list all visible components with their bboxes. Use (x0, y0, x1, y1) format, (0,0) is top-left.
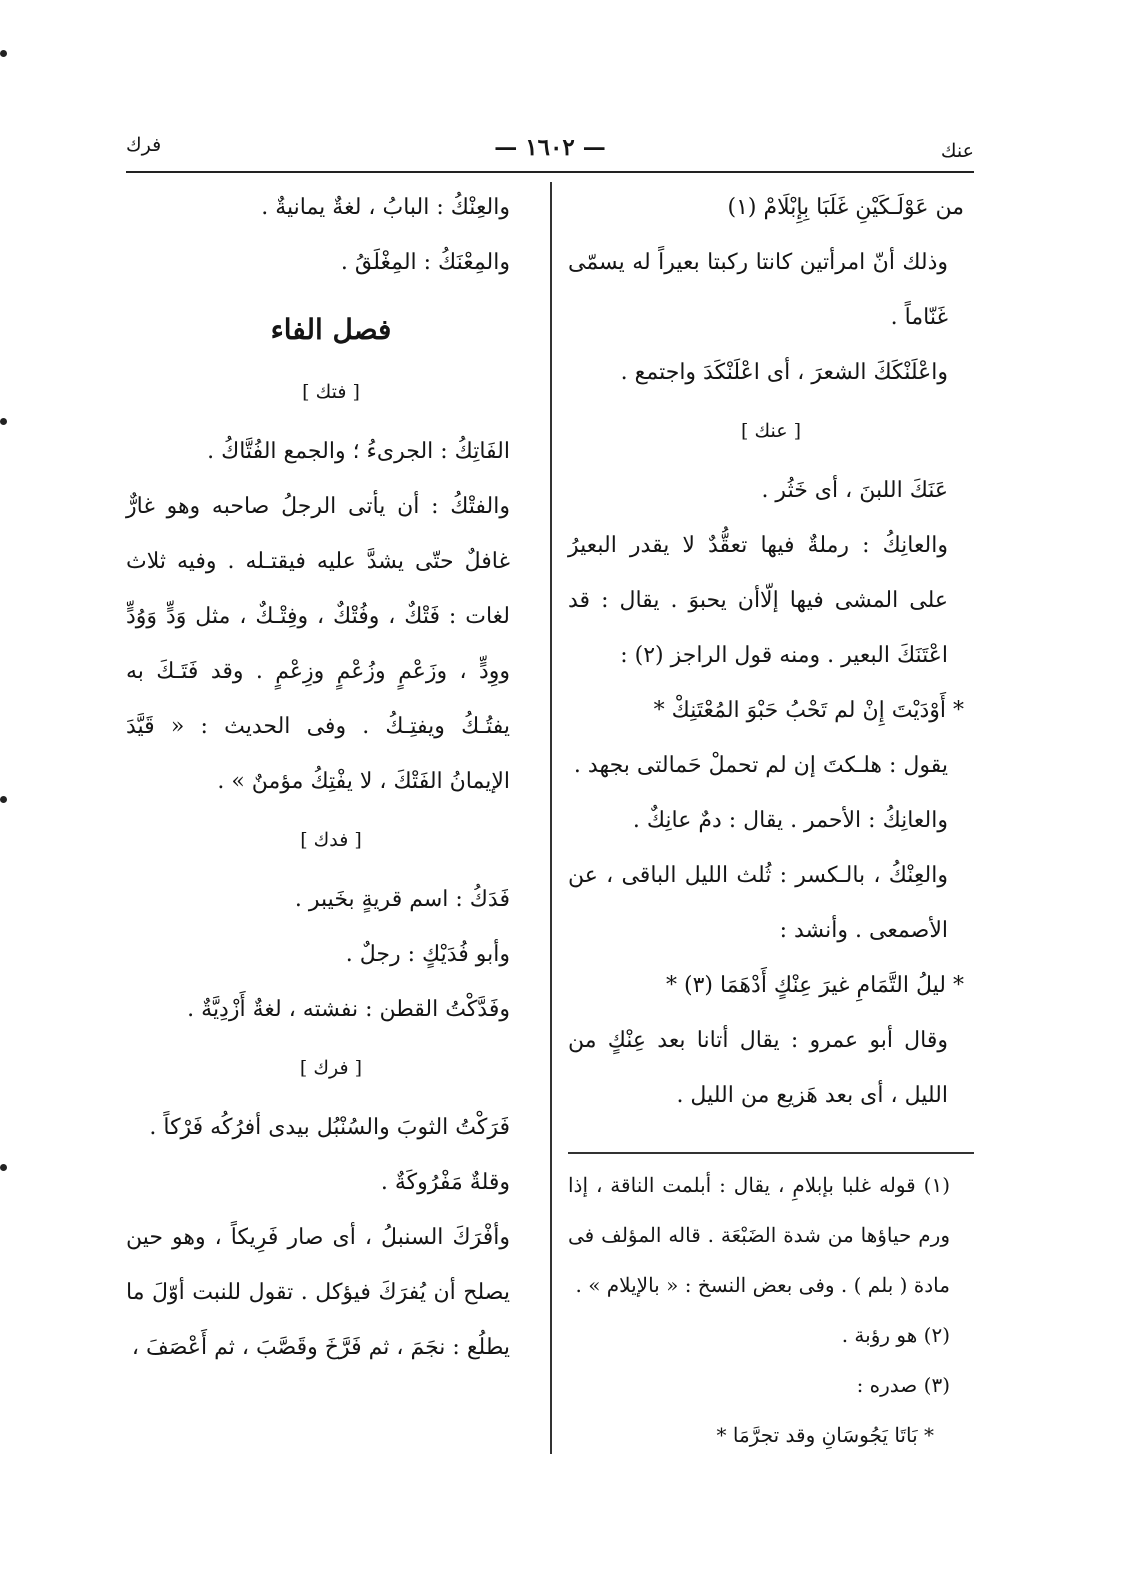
paragraph: * أَوْدَيْتَ إِنْ لم تَحْبُ حَبْوَ المُعْتَنِكْ * (653, 698, 964, 723)
paragraph: فَدَكُ : اسم قريةٍ بخَيبر . (294, 887, 510, 912)
header-rule (126, 171, 974, 173)
scan-mark (0, 1164, 7, 1171)
paragraph: عَنَكَ اللبنَ ، أى خَثُر . (761, 478, 948, 503)
paragraph: فَرَكْتُ الثوبَ والسُنْبُل بيدى أفرُكُه فَرْكاً . (149, 1115, 510, 1140)
section-heading: فصل الفاء (270, 313, 392, 346)
scan-mark (0, 50, 7, 57)
entry-heading: [ فتك ] (302, 381, 360, 403)
header-entry-left: فرك (126, 134, 162, 156)
paragraph: يقول : هلـكتَ إن لم تحملْ حَمالتى بجهد . (573, 753, 948, 778)
running-header (126, 126, 974, 170)
paragraph: والفتْكُ : أن يأتى الرجلُ صاحبه وهو غارٌّ غافلٌ حتّى يشدَّ عليه فيقتـله . وفيه ثلاث لغات : فَتْكٌ ، وفُتْكٌ ، وفِتْـكٌ ، مثل وَدٍّ وَوُدٍّ ووِدٍّ ، وزَعْمٍ وزُعْمٍ وزِعْمٍ . وقد فَتَـكَ به يفتُـكُ ويفتِـكُ . وفى الحديث : « قَيَّدَ الإيمانُ الفَتْكَ ، لا يفْتِكُ مؤمنٌ » . (126, 494, 510, 794)
footnote: (٢) هو رؤبة . (841, 1323, 950, 1347)
paragraph: وأبو فُدَيْكٍ : رجلٌ . (345, 942, 510, 967)
paragraph: وقال أبو عمرو : يقال أتانا بعد عِنْكٍ من الليل ، أى بعد هَزيع من الليل . (568, 1028, 948, 1108)
paragraph: وأفْرَكَ السنبلُ ، أى صار فَرِيكاً ، وهو حين يصلح أن يُفرَكَ فيؤكل . تقول للنبت أوّلَ ما يطلُع : نجَمَ ، ثم فَرَّخَ وقَصَّبَ ، ثم أَعْصَفَ ، (126, 1225, 510, 1360)
entry-heading: [ عنك ] (741, 420, 801, 442)
paragraph: الفَاتِكُ : الجرىءُ ؛ والجمع الفُتَّاكُ . (207, 439, 510, 464)
footnote: (٣) صدره : (856, 1373, 950, 1397)
paragraph: والعانِكُ : رملةٌ فيها تعقُّدٌ لا يقدر البعيرُ على المشى فيها إلّاأن يحبوَ . يقال : قد اعْتَنَكَ البعير . ومنه قول الراجز (٢) : (568, 533, 948, 668)
paragraph: من عَوْلَـكَيْنِ غَلَبَا بِإِبْلَامْ (١) (727, 195, 964, 220)
scan-mark (0, 418, 7, 425)
footnote: * بَاتَا يَجُوسَانِ وقد تجرَّمَا * (716, 1423, 934, 1447)
column-divider (550, 182, 552, 1454)
paragraph: والعِنْكُ ، بالـكسر : ثُلث الليل الباقى ، عن الأصمعى . وأنشد : (568, 863, 948, 943)
paragraph: * ليلُ التَّمَامِ غيرَ عِنْكٍ أَدْهَمَا (٣) * (666, 973, 964, 998)
paragraph: وذلك أنّ امرأتين كانتا ركبتا بعيراً له يسمّى غَنّاماً . (568, 250, 948, 330)
paragraph: والمِعْنَكُ : المِغْلَقُ . (340, 250, 510, 275)
entry-heading: [ فدك ] (300, 829, 362, 851)
paragraph: وفَدَّكْتُ القطن : نفشته ، لغةٌ أَزْدِيَّةٌ . (187, 997, 510, 1022)
page-number: — ١٦٠٢ — (494, 134, 606, 161)
paragraph: واعْلَنْكَكَ الشعرَ ، أى اعْلَنْكَدَ واجتمع . (620, 360, 948, 385)
footnote: (١) قوله غلبا بإبلامِ ، يقال : أبلمت الناقة ، إذا ورم حياؤها من شدة الضَبْعَة . قاله المؤلف فى مادة ( بلم ) . وفى بعض النسخ : « بالإيلام » . (568, 1173, 950, 1297)
right-column (568, 180, 974, 1123)
scan-mark (0, 796, 7, 803)
paragraph: وقلةٌ مَفْرُوكَةٌ . (380, 1170, 510, 1195)
paragraph: والعانِكُ : الأحمر . يقال : دمٌ عانِكٌ . (632, 808, 948, 833)
footnote-rule (568, 1152, 974, 1154)
header-entry-right: عنك (940, 140, 974, 162)
left-column (126, 180, 536, 1375)
footnotes (568, 1160, 974, 1460)
paragraph: والعِنْكُ : البابُ ، لغةٌ يمانيةٌ . (261, 195, 510, 220)
entry-heading: [ فرك ] (299, 1057, 363, 1079)
